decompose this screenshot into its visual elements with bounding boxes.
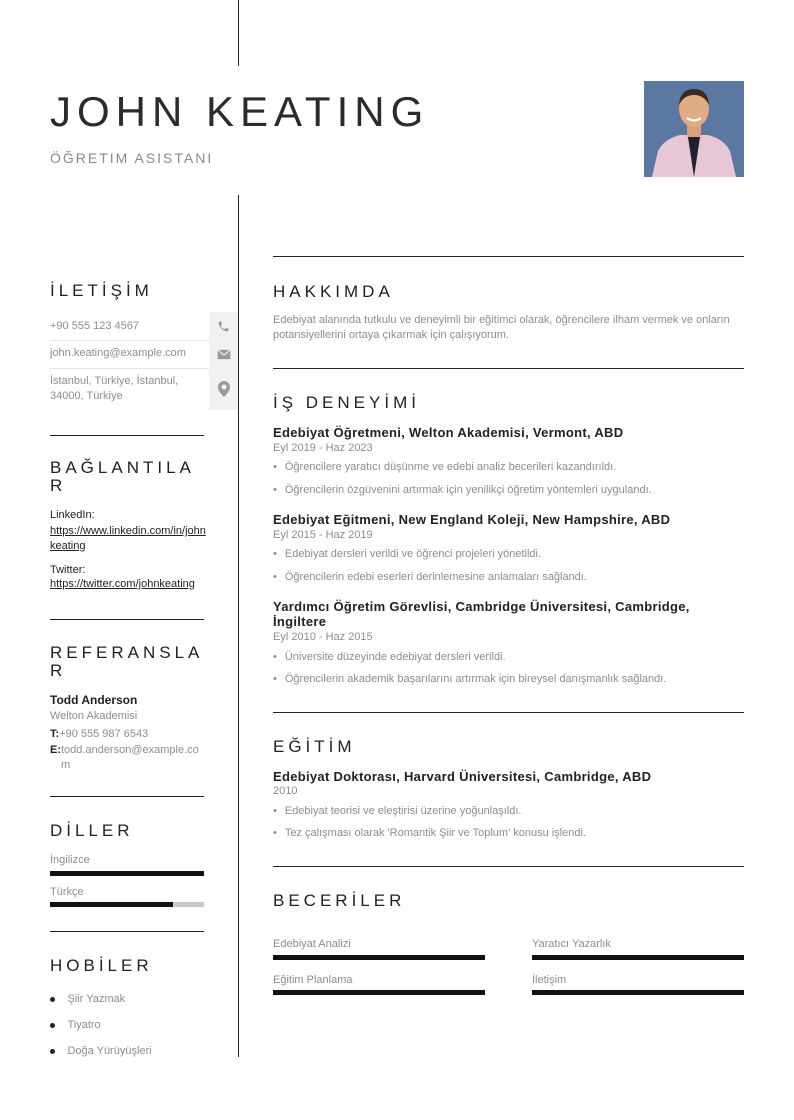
hobby-label: Şiir Yazmak — [67, 993, 126, 1005]
language-level-bar — [50, 902, 204, 907]
language-level-bar — [50, 871, 204, 876]
skill-level-fill — [273, 990, 485, 995]
main-divider — [273, 256, 744, 257]
person-portrait-icon — [644, 81, 744, 177]
skill-name: Eğitim Planlama — [273, 974, 353, 986]
contact-email: john.keating@example.com — [50, 347, 186, 359]
linkedin-link-block — [50, 509, 206, 554]
hobby-item — [50, 1041, 152, 1059]
main-divider — [273, 712, 744, 713]
education-section-title: EĞİTİM — [273, 737, 356, 756]
language-name: Türkçe — [50, 886, 84, 898]
reference-email: todd.anderson@example.com — [61, 744, 199, 771]
job-bullet: • Öğrencilerin akademik başarılarını artırmak için bireysel danışmanlık sağlandı. — [273, 673, 666, 685]
job-dates: Eyl 2015 - Haz 2019 — [273, 529, 373, 541]
job-bullet: • Öğrencilerin edebi eserleri derinlemesine anlamaları sağlandı. — [273, 571, 587, 583]
education-bullet: • Edebiyat teorisi ve eleştirisi üzerine yoğunlaşıldı. — [273, 805, 521, 817]
language-name: İngilizce — [50, 854, 90, 866]
hobby-item — [50, 989, 125, 1007]
education-year: 2010 — [273, 785, 298, 797]
hobby-item — [50, 1015, 101, 1033]
skill-level-bar — [532, 990, 744, 995]
bullet-dot-icon — [50, 1049, 55, 1054]
top-divider-line — [238, 0, 239, 66]
sidebar-divider — [50, 931, 204, 932]
job-bullet: • Edebiyat dersleri verildi ve öğrenci projeleri yönetildi. — [273, 548, 541, 560]
envelope-icon — [209, 340, 238, 368]
skill-level-bar — [273, 955, 485, 960]
links-section-title: BAĞLANTILA R — [50, 458, 194, 495]
main-divider — [273, 368, 744, 369]
sidebar-divider — [50, 619, 204, 620]
job-title: Edebiyat Eğitmeni, New England Koleji, New Hampshire, ABD — [273, 512, 671, 527]
skill-level-bar — [532, 955, 744, 960]
job-title: Yardımcı Öğretim Görevlisi, Cambridge Üniversitesi, Cambridge, İngiltere — [273, 599, 690, 629]
candidate-title: ÖĞRETIM ASISTANI — [50, 150, 214, 166]
skill-level-fill — [532, 990, 744, 995]
linkedin-url[interactable]: https://www.linkedin.com/in/johnkeating — [50, 525, 206, 552]
skill-name: Yaratıcı Yazarlık — [532, 938, 611, 950]
languages-section-title: DİLLER — [50, 821, 134, 840]
reference-email-row — [50, 743, 206, 773]
contact-address-row — [50, 374, 205, 404]
language-level-fill — [50, 902, 173, 907]
column-divider-line — [238, 195, 239, 1057]
contact-section-title: İLETİŞİM — [50, 281, 153, 300]
skill-name: İletişim — [532, 974, 567, 986]
sidebar-divider — [50, 796, 204, 797]
education-bullet: • Tez çalışması olarak 'Romantik Şiir ve Toplum' konusu işlendi. — [273, 827, 586, 839]
candidate-name: JOHN KEATING — [50, 88, 430, 135]
phone-icon — [209, 312, 238, 340]
hobbies-section-title: HOBİLER — [50, 956, 153, 975]
job-dates: Eyl 2010 - Haz 2015 — [273, 631, 373, 643]
job-bullet: • Öğrencilere yaratıcı düşünme ve edebi analiz becerileri kazandırıldı. — [273, 461, 616, 473]
contact-address: İstanbul, Türkiye, İstanbul, 34000, Türkiye — [50, 375, 179, 402]
hobby-label: Doğa Yürüyüşleri — [67, 1045, 152, 1057]
reference-phone: +90 555 987 6543 — [59, 728, 149, 740]
twitter-label: Twitter: — [50, 564, 86, 576]
skill-name: Edebiyat Analizi — [273, 938, 351, 950]
about-section-title: HAKKIMDA — [273, 282, 394, 301]
bullet-dot-icon — [50, 1023, 55, 1028]
education-degree: Edebiyat Doktorası, Harvard Üniversitesi, Cambridge, ABD — [273, 769, 652, 784]
skill-level-fill — [532, 955, 744, 960]
reference-name: Todd Anderson — [50, 693, 138, 707]
job-bullet: • Üniversite düzeyinde edebiyat dersleri verildi. — [273, 651, 506, 663]
skill-level-fill — [273, 955, 485, 960]
skill-level-bar — [273, 990, 485, 995]
job-dates: Eyl 2019 - Haz 2023 — [273, 442, 373, 454]
linkedin-label: LinkedIn: — [50, 509, 95, 521]
language-level-fill — [50, 871, 204, 876]
experience-section-title: İŞ DENEYİMİ — [273, 393, 420, 412]
job-title: Edebiyat Öğretmeni, Welton Akademisi, Vermont, ABD — [273, 425, 624, 440]
job-bullet: • Öğrencilerin özgüvenini artırmak için yenilikçi öğretim yöntemleri uygulandı. — [273, 484, 652, 496]
profile-photo — [644, 81, 744, 177]
reference-phone-label: T: — [50, 728, 60, 740]
contact-phone: +90 555 123 4567 — [50, 320, 140, 332]
references-section-title: REFERANSLA R — [50, 643, 203, 680]
reference-phone-row — [50, 728, 148, 740]
reference-company: Welton Akademisi — [50, 710, 138, 722]
skills-section-title: BECERİLER — [273, 891, 406, 910]
hobby-label: Tiyatro — [67, 1019, 101, 1031]
location-pin-icon — [209, 368, 238, 410]
main-divider — [273, 866, 744, 867]
reference-email-label: E: — [50, 744, 61, 756]
twitter-link-block — [50, 564, 210, 590]
twitter-url[interactable]: https://twitter.com/johnkeating — [50, 578, 195, 590]
about-text: Edebiyat alanında tutkulu ve deneyimli bir eğitimci olarak, öğrencilere ilham vermek ve onların potansiyellerini ortaya çıkarmak için çalışıyorum. — [273, 314, 730, 341]
sidebar-divider — [50, 435, 204, 436]
bullet-dot-icon — [50, 997, 55, 1002]
